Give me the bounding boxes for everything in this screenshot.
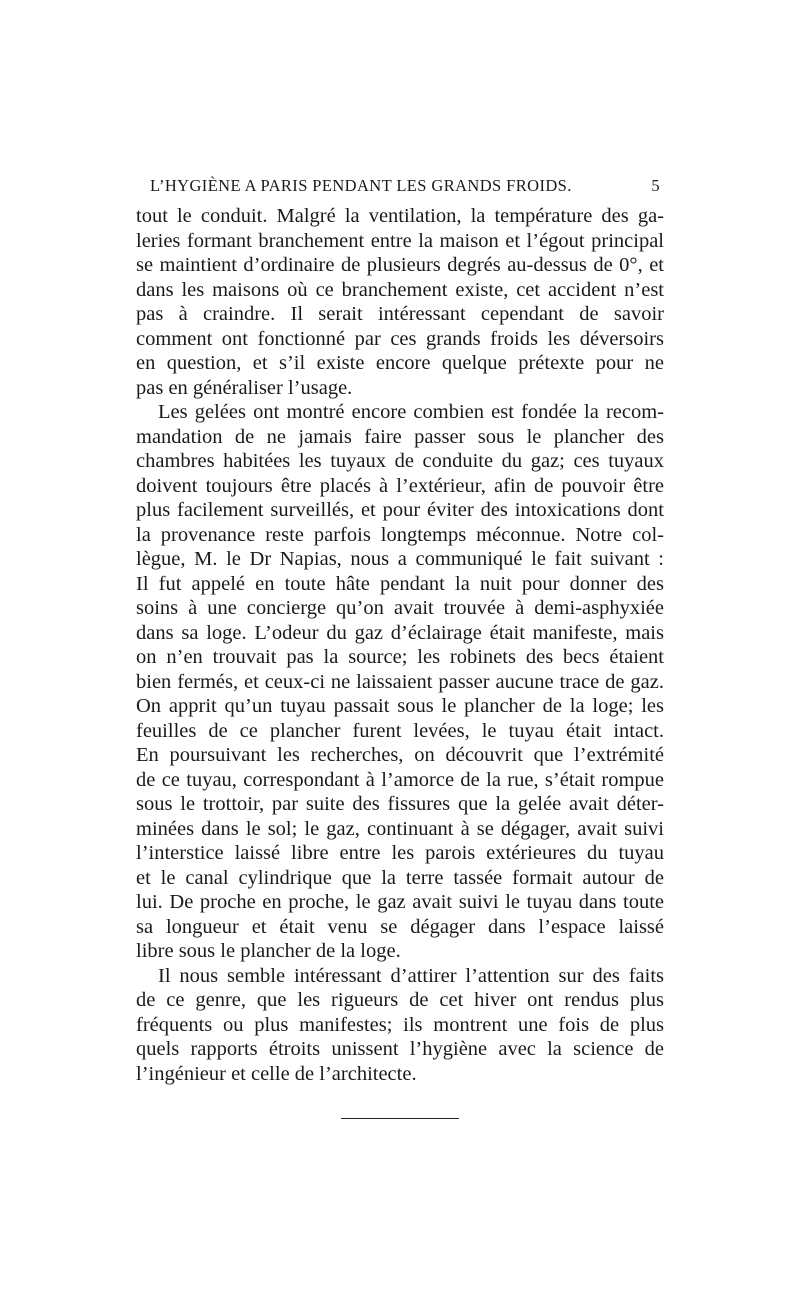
paragraph-conclusion — [136, 964, 664, 1087]
text-line: se maintient d’ordinaire de plusieurs degrés au-dessus de 0°, et — [136, 254, 664, 276]
text-line: chambres habitées les tuyaux de conduite du gaz; ces tuyaux — [136, 450, 664, 472]
text-line: libre sous le plancher de la loge. — [136, 940, 401, 962]
text-line: comment ont fonctionné par ces grands froids les déversoirs — [136, 327, 664, 350]
text-line: leries formant branchement entre la maison et l’égout principal — [136, 229, 664, 252]
text-line: tout le conduit. Malgré la ventilation, la température des ga- — [136, 205, 664, 227]
running-title: L’HYGIÈNE A PARIS PENDANT LES GRANDS FROIDS. — [150, 176, 572, 195]
text-line: l’interstice laissé libre entre les parois extérieures du tuyau — [136, 842, 664, 864]
text-line: plus facilement surveillés, et pour éviter des intoxications dont — [136, 499, 664, 521]
text-line: fréquents ou plus manifestes; ils montrent une fois de plus — [136, 1013, 664, 1036]
text-line: En poursuivant les recherches, on découvrit que l’extrémité — [136, 744, 664, 766]
text-line: Il fut appelé en toute hâte pendant la nuit pour donner des — [136, 572, 664, 595]
text-line: bien fermés, et ceux-ci ne laissaient passer aucune trace de gaz. — [136, 670, 664, 693]
text-line: sous le trottoir, par suite des fissures que la gelée avait déter- — [136, 793, 664, 815]
text-line: quels rapports étroits unissent l’hygiène avec la science de — [136, 1038, 664, 1060]
page-number: 5 — [651, 176, 660, 195]
text-line: Il nous semble intéressant d’attirer l’attention sur des faits — [158, 964, 664, 987]
section-end-rule — [341, 1118, 459, 1119]
text-line: mandation de ne jamais faire passer sous le plancher des — [136, 425, 664, 448]
body-text — [136, 204, 664, 1086]
text-line: pas à craindre. Il serait intéressant cependant de savoir — [136, 303, 664, 325]
text-line: lui. De proche en proche, le gaz avait suivi le tuyau dans toute — [136, 891, 664, 913]
paragraph-gas-pipes — [136, 400, 664, 964]
text-line: dans sa loge. L’odeur du gaz d’éclairage était manifeste, mais — [136, 621, 664, 644]
text-line: feuilles de ce plancher furent levées, le tuyau était intact. — [136, 719, 664, 742]
text-line: lègue, M. le Dr Napias, nous a communiqué le fait suivant : — [136, 548, 664, 570]
text-line: Les gelées ont montré encore combien est fondée la recom- — [158, 401, 664, 423]
text-line: de ce tuyau, correspondant à l’amorce de la rue, s’était rompue — [136, 768, 664, 791]
text-line: sa longueur et était venu se dégager dans l’espace laissé — [136, 915, 664, 938]
running-head — [136, 176, 664, 200]
text-line: l’ingénieur et celle de l’architecte. — [136, 1062, 417, 1085]
text-line: la provenance reste parfois longtemps méconnue. Notre col- — [136, 523, 664, 546]
text-line: soins à une concierge qu’on avait trouvée à demi-asphyxiée — [136, 597, 664, 619]
text-line: pas en généraliser l’usage. — [136, 376, 353, 399]
text-line: de ce genre, que les rigueurs de cet hiver ont rendus plus — [136, 989, 664, 1011]
text-line: doivent toujours être placés à l’extérieur, afin de pouvoir être — [136, 474, 664, 497]
text-line: minées dans le sol; le gaz, continuant à se dégager, avait suivi — [136, 817, 664, 840]
text-line: On apprit qu’un tuyau passait sous le plancher de la loge; les — [136, 695, 664, 717]
paragraph-continuation — [136, 204, 664, 400]
text-line: dans les maisons où ce branchement existe, cet accident n’est — [136, 278, 664, 301]
text-line: en question, et s’il existe encore quelque prétexte pour ne — [136, 352, 664, 374]
text-line: et le canal cylindrique que la terre tassée formait autour de — [136, 866, 664, 889]
text-line: on n’en trouvait pas la source; les robinets des becs étaient — [136, 646, 664, 668]
